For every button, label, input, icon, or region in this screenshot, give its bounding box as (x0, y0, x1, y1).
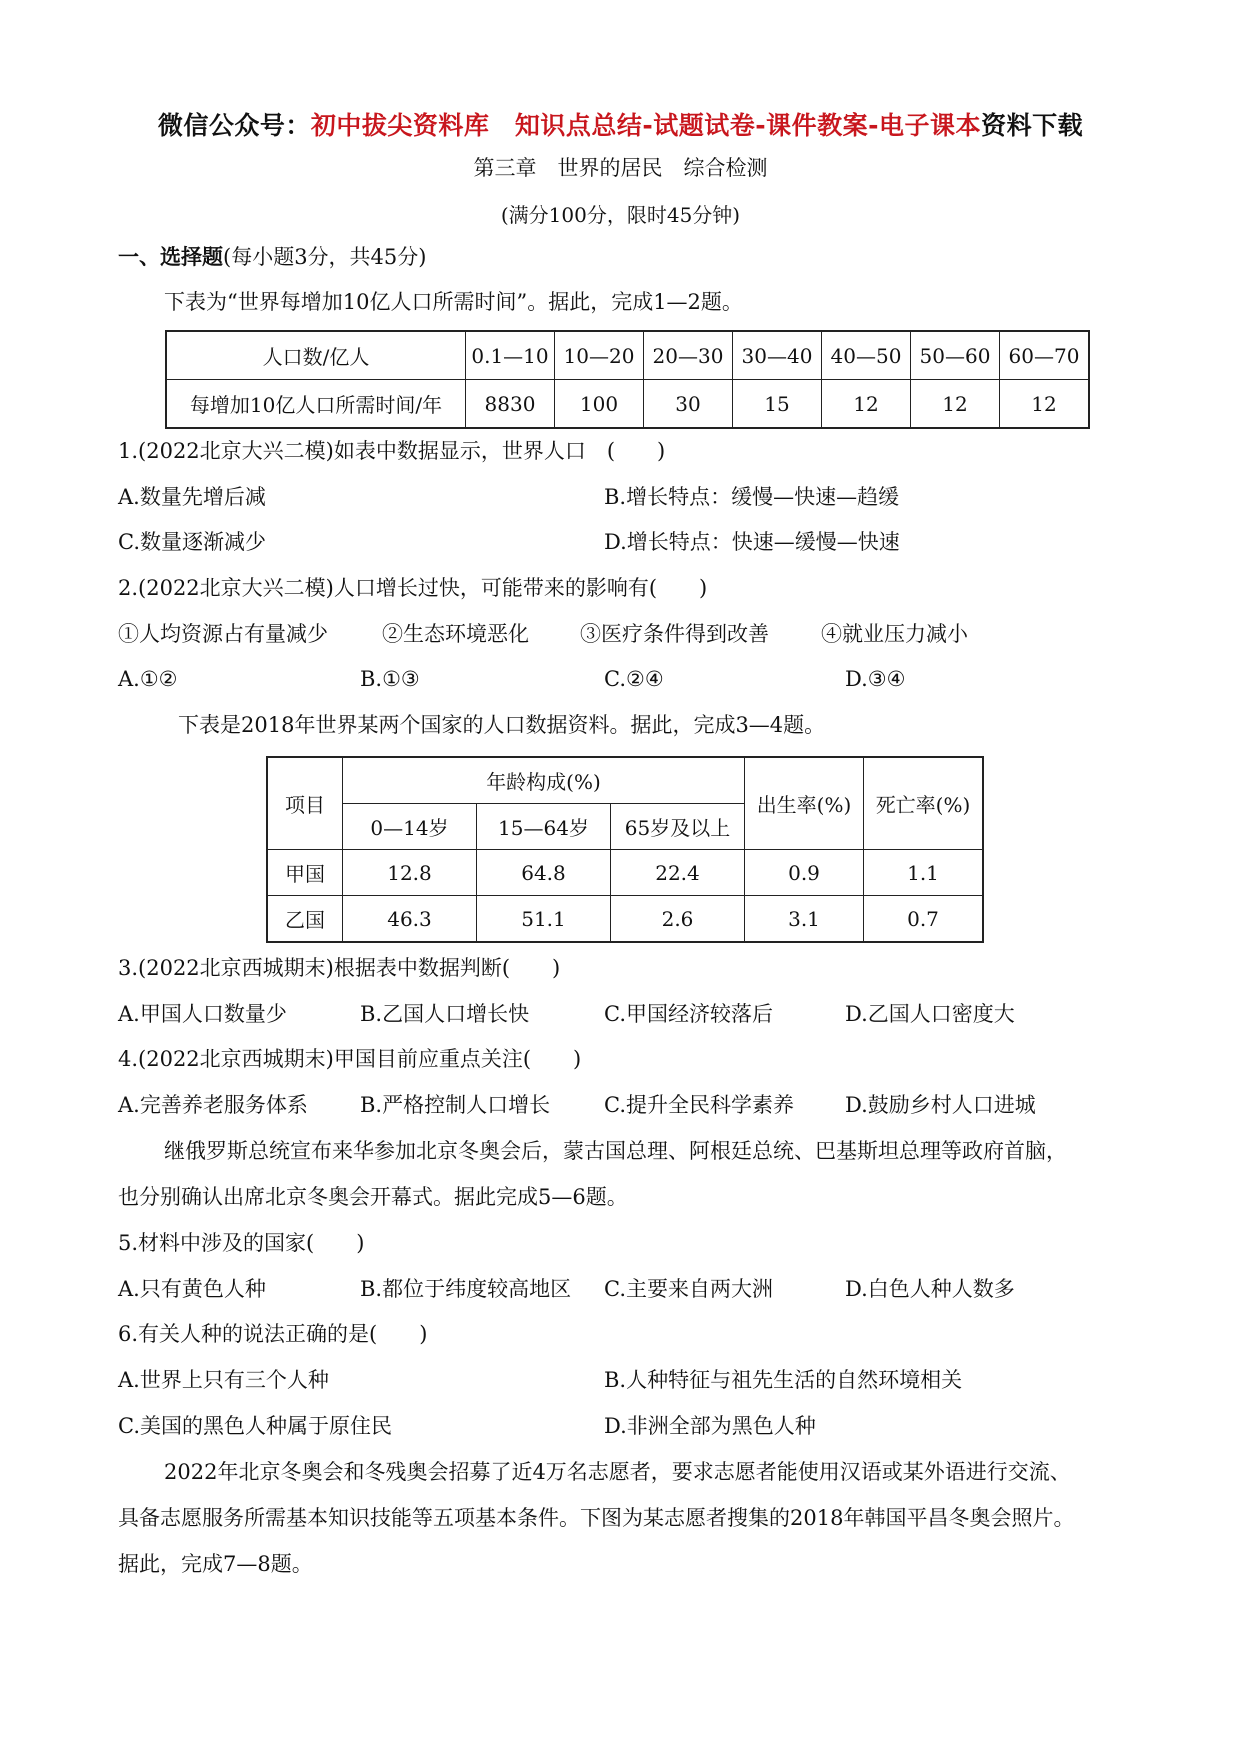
q2-item: ④就业压力减小 (821, 622, 968, 646)
q5-option-a: A.只有黄色人种 (118, 1277, 266, 1301)
q6-option-d: D.非洲全部为黑色人种 (604, 1414, 816, 1438)
table-header: 年龄构成(%) (343, 757, 745, 804)
q6-option-b: B.人种特征与祖先生活的自然环境相关 (604, 1368, 963, 1392)
intro-3-line-1: 继俄罗斯总统宣布来华参加北京冬奥会后，蒙古国总理、阿根廷总统、巴基斯坦总理等政府首脑， (164, 1139, 1067, 1163)
table-cell: 12.8 (343, 850, 477, 896)
country-population-table (266, 756, 984, 943)
q2-option-a: A.①② (118, 667, 178, 691)
table-header: 0—14岁 (343, 804, 477, 850)
page-subtitle: (满分100分，限时45分钟) (500, 203, 741, 227)
table-cell: 3.1 (745, 896, 864, 943)
q1-option-d: D.增长特点：快速—缓慢—快速 (604, 530, 900, 554)
table-cell: 乙国 (267, 896, 343, 943)
question-2-stem: 2.(2022北京大兴二模)人口增长过快，可能带来的影响有( ) (118, 576, 708, 600)
table-cell: 46.3 (343, 896, 477, 943)
q2-option-c: C.②④ (604, 667, 664, 691)
table-cell: 12 (911, 380, 1000, 429)
q1-option-c: C.数量逐渐减少 (118, 530, 266, 554)
table-cell: 50—60 (911, 331, 1000, 380)
page-header (0, 106, 1241, 142)
table-cell: 0.1—10 (466, 331, 555, 380)
table-cell: 8830 (466, 380, 555, 429)
intro-4-line-1: 2022年北京冬奥会和冬残奥会招募了近4万名志愿者，要求志愿者能使用汉语或某外语进行交流、 (164, 1460, 1071, 1484)
table-header: 出生率(%) (745, 757, 864, 850)
q2-item: ③医疗条件得到改善 (580, 622, 769, 646)
q5-option-d: D.白色人种人数多 (845, 1277, 1015, 1301)
table-cell: 30—40 (733, 331, 822, 380)
table-cell: 22.4 (611, 850, 745, 896)
table-cell: 30 (644, 380, 733, 429)
table-row-label: 人口数/亿人 (166, 331, 466, 380)
q1-option-a: A.数量先增后减 (118, 485, 266, 509)
table-header: 15—64岁 (477, 804, 611, 850)
q5-option-c: C.主要来自两大洲 (604, 1277, 773, 1301)
table-cell: 12 (1000, 380, 1090, 429)
section-title: 一、选择题 (118, 245, 223, 269)
section-heading (118, 242, 426, 272)
table-cell: 10—20 (555, 331, 644, 380)
question-6-stem: 6.有关人种的说法正确的是( ) (118, 1322, 428, 1346)
table-cell: 40—50 (822, 331, 911, 380)
header-brand: 初中拔尖资料库 知识点总结-试题试卷-课件教案-电子课本 (310, 111, 982, 140)
q2-item: ②生态环境恶化 (382, 622, 529, 646)
table-header: 死亡率(%) (864, 757, 984, 850)
table-cell: 51.1 (477, 896, 611, 943)
table-cell: 12 (822, 380, 911, 429)
table-header: 项目 (267, 757, 343, 850)
q3-option-c: C.甲国经济较落后 (604, 1002, 773, 1026)
population-growth-table (165, 330, 1090, 429)
intro-2: 下表是2018年世界某两个国家的人口数据资料。据此，完成3—4题。 (178, 713, 826, 737)
q2-item: ①人均资源占有量减少 (118, 622, 328, 646)
question-5-stem: 5.材料中涉及的国家( ) (118, 1231, 365, 1255)
q3-option-d: D.乙国人口密度大 (845, 1002, 1015, 1026)
table-header: 65岁及以上 (611, 804, 745, 850)
intro-4-line-3: 据此，完成7—8题。 (118, 1552, 313, 1576)
intro-3-line-2: 也分别确认出席北京冬奥会开幕式。据此完成5—6题。 (118, 1185, 628, 1209)
header-suffix: 资料下载 (981, 111, 1084, 140)
table-cell: 2.6 (611, 896, 745, 943)
page-title: 第三章 世界的居民 综合检测 (473, 156, 768, 180)
table-row-label: 每增加10亿人口所需时间/年 (166, 380, 466, 429)
q6-option-a: A.世界上只有三个人种 (118, 1368, 329, 1392)
header-prefix: 微信公众号： (157, 111, 311, 140)
q4-option-d: D.鼓励乡村人口进城 (845, 1093, 1036, 1117)
q4-option-a: A.完善养老服务体系 (118, 1093, 308, 1117)
table-cell: 100 (555, 380, 644, 429)
q3-option-a: A.甲国人口数量少 (118, 1002, 287, 1026)
q1-option-b: B.增长特点：缓慢—快速—趋缓 (604, 485, 900, 509)
question-3-stem: 3.(2022北京西城期末)根据表中数据判断( ) (118, 956, 561, 980)
table-cell: 甲国 (267, 850, 343, 896)
table-cell: 1.1 (864, 850, 984, 896)
q2-option-d: D.③④ (845, 667, 906, 691)
q6-option-c: C.美国的黑色人种属于原住民 (118, 1414, 392, 1438)
q4-option-b: B.严格控制人口增长 (360, 1093, 551, 1117)
intro-4-line-2: 具备志愿服务所需基本知识技能等五项基本条件。下图为某志愿者搜集的2018年韩国平昌冬奥会照片。 (118, 1506, 1075, 1530)
table-cell: 60—70 (1000, 331, 1090, 380)
question-4-stem: 4.(2022北京西城期末)甲国目前应重点关注( ) (118, 1047, 582, 1071)
q3-option-b: B.乙国人口增长快 (360, 1002, 530, 1026)
table-row (166, 380, 1089, 429)
question-1-stem: 1.(2022北京大兴二模)如表中数据显示，世界人口 ( ) (118, 439, 666, 463)
intro-1: 下表为“世界每增加10亿人口所需时间”。据此，完成1—2题。 (164, 290, 743, 314)
table-cell: 20—30 (644, 331, 733, 380)
table-row (267, 757, 983, 804)
table-cell: 64.8 (477, 850, 611, 896)
q5-option-b: B.都位于纬度较高地区 (360, 1277, 572, 1301)
table-cell: 0.7 (864, 896, 984, 943)
table-row (166, 331, 1089, 380)
section-note: (每小题3分，共45分) (223, 245, 427, 269)
q4-option-c: C.提升全民科学素养 (604, 1093, 794, 1117)
table-cell: 15 (733, 380, 822, 429)
q2-option-b: B.①③ (360, 667, 420, 691)
table-cell: 0.9 (745, 850, 864, 896)
table-row (267, 850, 983, 896)
table-row (267, 896, 983, 943)
